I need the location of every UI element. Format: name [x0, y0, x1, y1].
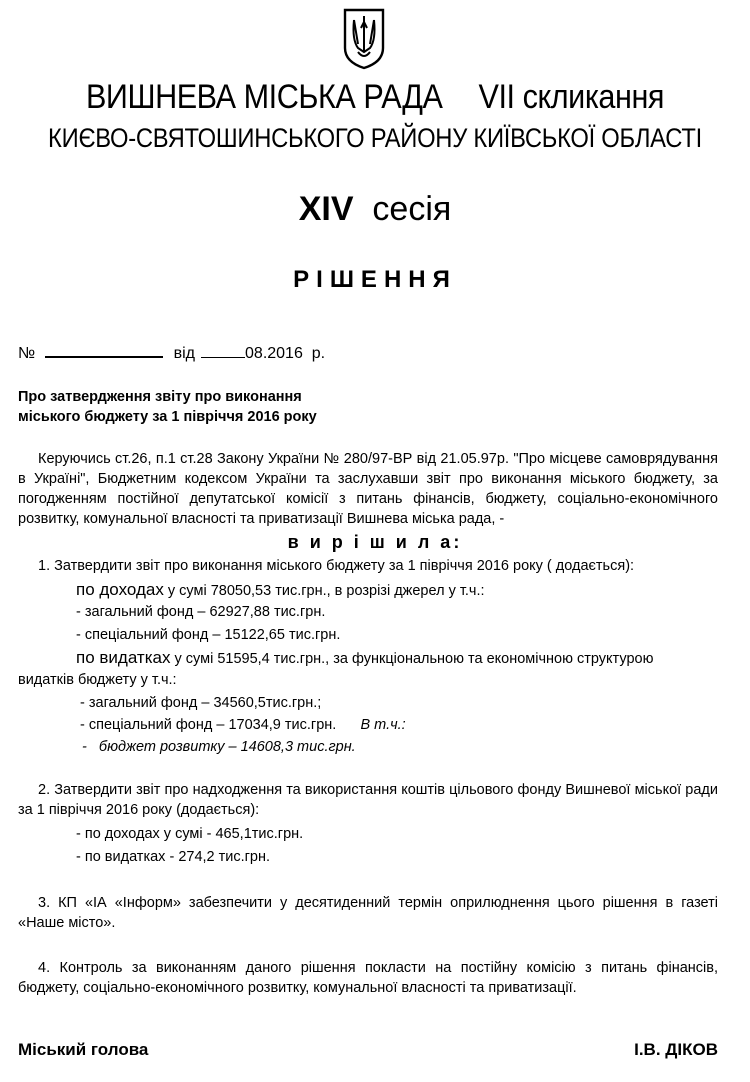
session-word: сесія — [372, 190, 452, 228]
expense-text: у сумі 51595,4 тис.грн., за функціональною та економічною структурою — [170, 651, 654, 667]
income-text: у сумі 78050,53 тис.грн., в розрізі джерел у т.ч.: — [163, 583, 485, 599]
coat-of-arms-icon — [342, 8, 386, 70]
item-1-expense — [76, 648, 653, 668]
convocation: VII скликання — [478, 78, 665, 116]
preamble: Керуючись ст.26, п.1 ст.28 Закону України № 280/97-ВР від 21.05.97р. "Про місцеве самоврядування в Україні", Бюджетним кодексом України та заслухавши звіт про виконання міського бюджету, за погодженням постійної депутатської комісії з питань фінансів, бюджету, соціально-економічного розвитку, комунальної власності та приватизації Вишнева міська рада, - — [18, 451, 718, 527]
number-blank — [45, 342, 163, 358]
number-label: № — [18, 345, 36, 362]
year-suffix: р. — [311, 345, 326, 362]
income-general-fund: - загальний фонд – 62927,88 тис.грн. — [76, 604, 326, 620]
date-label: від — [173, 345, 196, 362]
expense-including: В т.ч.: — [360, 717, 406, 733]
development-budget: - бюджет розвитку – 14608,3 тис.грн. — [82, 739, 356, 755]
session-number: XIV — [298, 190, 354, 228]
resolved-heading: в и р і ш и л а: — [287, 532, 463, 552]
council-district: КИЄВО-СВЯТОШИНСЬКОГО РАЙОНУ КИЇВСЬКОЇ ОБЛАСТІ — [48, 123, 702, 153]
item-2-income: - по доходах у сумі - 465,1тис.грн. — [76, 826, 304, 842]
document-type: РІШЕННЯ — [293, 266, 457, 293]
date-value: 08.2016 — [245, 345, 303, 362]
signature-title: Міський голова — [18, 1040, 149, 1059]
expense-general-fund: - загальний фонд – 34560,5тис.грн.; — [80, 695, 322, 711]
expense-continuation: видатків бюджету у т.ч.: — [18, 672, 177, 688]
number-date-line — [18, 342, 325, 363]
item-1-income — [76, 580, 485, 600]
income-label: по доходах — [76, 580, 164, 599]
subject-line-1: Про затвердження звіту про виконання — [18, 389, 302, 405]
subject — [18, 387, 317, 427]
council-name: ВИШНЕВА МІСЬКА РАДА — [85, 78, 443, 116]
item-2-text: 2. Затвердити звіт про надходження та використання коштів цільового фонду Вишневої міської ради за 1 півріччя 2016 року (додається): — [18, 782, 718, 818]
signature-name: І.В. ДІКОВ — [634, 1040, 718, 1059]
development-budget-text: бюджет розвитку – 14608,3 тис.грн. — [98, 739, 356, 755]
item-4-text: 4. Контроль за виконанням даного рішення покласти на постійну комісію з питань фінансів, бюджету, соціально-економічного розвитку, комунальної власності та приватизації. — [18, 960, 718, 996]
item-1-text: 1. Затвердити звіт про виконання міського бюджету за 1 півріччя 2016 року ( додається): — [38, 558, 635, 574]
expense-special-text: - спеціальний фонд – 17034,9 тис.грн. — [80, 717, 337, 733]
session-heading — [0, 190, 750, 229]
council-title — [38, 78, 713, 117]
item-3-text: 3. КП «ІА «Інформ» забезпечити у десятиденний термін оприлюднення цього рішення в газеті «Наше місто». — [18, 895, 718, 931]
date-blank — [201, 343, 245, 358]
expense-special-fund — [80, 717, 406, 733]
expense-label: по видатках — [76, 648, 171, 667]
subject-line-2: міського бюджету за 1 півріччя 2016 року — [18, 409, 317, 425]
item-2-expense: - по видатках - 274,2 тис.грн. — [76, 849, 271, 865]
income-special-fund: - спеціальний фонд – 15122,65 тис.грн. — [76, 627, 341, 643]
